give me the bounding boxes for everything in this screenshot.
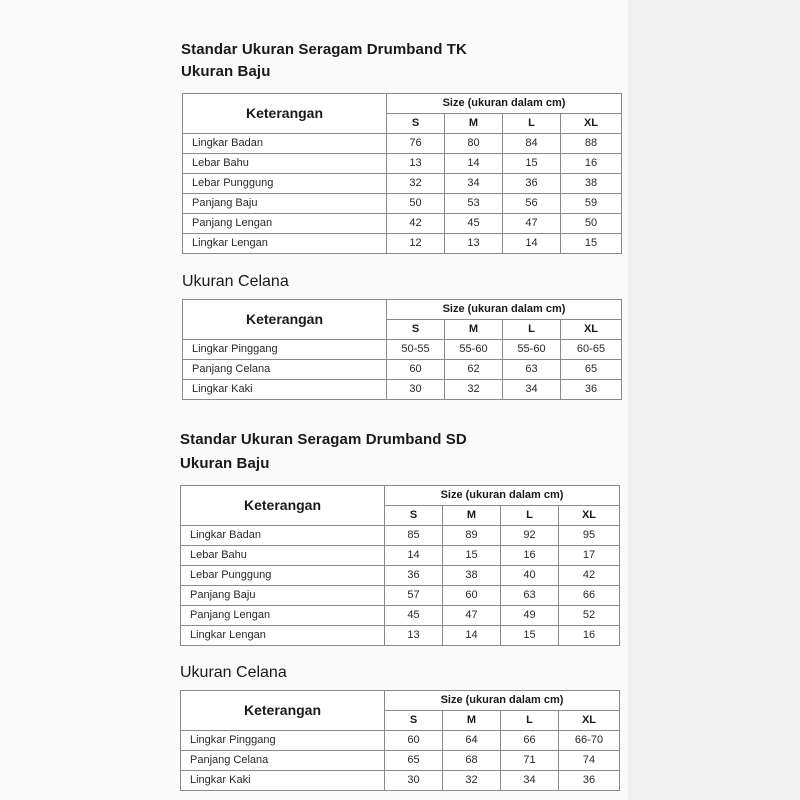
size-value-cell: 68	[443, 751, 501, 771]
size-value-cell: 42	[559, 566, 620, 586]
size-value-cell: 66-70	[559, 731, 620, 751]
size-value-cell: 30	[385, 771, 443, 791]
table-row	[181, 731, 620, 751]
row-label: Panjang Celana	[181, 751, 385, 771]
keterangan-header: Keterangan	[181, 486, 385, 526]
tk-title: Standar Ukuran Seragam Drumband TK	[181, 41, 467, 58]
size-value-cell: 16	[561, 154, 622, 174]
size-value-cell: 38	[443, 566, 501, 586]
size-value-cell: 66	[501, 731, 559, 751]
table-row	[183, 380, 622, 400]
tk-celana-table	[182, 299, 622, 400]
size-header: Size (ukuran dalam cm)	[387, 94, 622, 114]
table-header-row	[183, 300, 622, 320]
table-row	[181, 771, 620, 791]
size-column-header: M	[443, 711, 501, 731]
size-value-cell: 52	[559, 606, 620, 626]
size-value-cell: 14	[503, 234, 561, 254]
table-row	[181, 566, 620, 586]
size-value-cell: 55-60	[445, 340, 503, 360]
row-label: Lebar Punggung	[181, 566, 385, 586]
row-label: Lingkar Lengan	[181, 626, 385, 646]
size-value-cell: 14	[445, 154, 503, 174]
size-column-header: L	[503, 114, 561, 134]
table-row	[183, 214, 622, 234]
table-header-row	[181, 486, 620, 506]
size-column-header: S	[385, 506, 443, 526]
size-value-cell: 65	[385, 751, 443, 771]
size-value-cell: 53	[445, 194, 503, 214]
size-value-cell: 60	[385, 731, 443, 751]
row-label: Lingkar Pinggang	[181, 731, 385, 751]
size-column-header: S	[387, 114, 445, 134]
size-value-cell: 36	[385, 566, 443, 586]
table-row	[181, 546, 620, 566]
size-value-cell: 14	[385, 546, 443, 566]
table-row	[183, 340, 622, 360]
keterangan-header: Keterangan	[183, 94, 387, 134]
size-value-cell: 30	[387, 380, 445, 400]
row-label: Lingkar Lengan	[183, 234, 387, 254]
size-value-cell: 60-65	[561, 340, 622, 360]
table-row	[183, 194, 622, 214]
row-label: Panjang Baju	[181, 586, 385, 606]
size-value-cell: 13	[445, 234, 503, 254]
size-value-cell: 47	[503, 214, 561, 234]
sd-celana-heading: Ukuran Celana	[180, 664, 287, 681]
size-value-cell: 17	[559, 546, 620, 566]
size-value-cell: 80	[445, 134, 503, 154]
sd-celana-table	[180, 690, 620, 791]
size-value-cell: 63	[501, 586, 559, 606]
tk-baju-table	[182, 93, 622, 254]
table-row	[181, 586, 620, 606]
table-row	[181, 751, 620, 771]
table-row	[183, 360, 622, 380]
size-value-cell: 42	[387, 214, 445, 234]
size-column-header: S	[387, 320, 445, 340]
size-value-cell: 36	[561, 380, 622, 400]
size-value-cell: 34	[503, 380, 561, 400]
size-value-cell: 38	[561, 174, 622, 194]
size-value-cell: 36	[503, 174, 561, 194]
size-value-cell: 16	[559, 626, 620, 646]
size-header: Size (ukuran dalam cm)	[387, 300, 622, 320]
size-value-cell: 50-55	[387, 340, 445, 360]
size-value-cell: 13	[387, 154, 445, 174]
table-row	[183, 174, 622, 194]
row-label: Lingkar Badan	[181, 526, 385, 546]
size-value-cell: 49	[501, 606, 559, 626]
size-value-cell: 34	[501, 771, 559, 791]
size-value-cell: 74	[559, 751, 620, 771]
size-value-cell: 32	[443, 771, 501, 791]
size-header: Size (ukuran dalam cm)	[385, 486, 620, 506]
size-value-cell: 13	[385, 626, 443, 646]
table-row	[183, 234, 622, 254]
size-value-cell: 57	[385, 586, 443, 606]
size-value-cell: 40	[501, 566, 559, 586]
row-label: Lebar Bahu	[183, 154, 387, 174]
row-label: Panjang Lengan	[181, 606, 385, 626]
size-column-header: L	[503, 320, 561, 340]
size-value-cell: 15	[443, 546, 501, 566]
row-label: Lebar Bahu	[181, 546, 385, 566]
tk-baju-heading: Ukuran Baju	[181, 63, 271, 80]
size-value-cell: 88	[561, 134, 622, 154]
size-value-cell: 14	[443, 626, 501, 646]
row-label: Lingkar Kaki	[183, 380, 387, 400]
size-column-header: S	[385, 711, 443, 731]
size-value-cell: 92	[501, 526, 559, 546]
keterangan-header: Keterangan	[183, 300, 387, 340]
size-column-header: XL	[561, 114, 622, 134]
size-value-cell: 34	[445, 174, 503, 194]
size-column-header: M	[443, 506, 501, 526]
size-value-cell: 47	[443, 606, 501, 626]
sd-title: Standar Ukuran Seragam Drumband SD	[180, 431, 467, 448]
row-label: Lingkar Badan	[183, 134, 387, 154]
sd-baju-table	[180, 485, 620, 646]
table-row	[181, 606, 620, 626]
size-value-cell: 89	[443, 526, 501, 546]
keterangan-header: Keterangan	[181, 691, 385, 731]
tk-celana-heading: Ukuran Celana	[182, 273, 289, 290]
size-value-cell: 12	[387, 234, 445, 254]
size-value-cell: 60	[387, 360, 445, 380]
row-label: Lebar Punggung	[183, 174, 387, 194]
row-label: Lingkar Kaki	[181, 771, 385, 791]
row-label: Panjang Lengan	[183, 214, 387, 234]
table-header-row	[181, 691, 620, 711]
size-value-cell: 63	[503, 360, 561, 380]
table-row	[181, 526, 620, 546]
size-value-cell: 15	[561, 234, 622, 254]
size-value-cell: 32	[387, 174, 445, 194]
size-value-cell: 65	[561, 360, 622, 380]
size-header: Size (ukuran dalam cm)	[385, 691, 620, 711]
row-label: Panjang Baju	[183, 194, 387, 214]
size-column-header: M	[445, 320, 503, 340]
size-value-cell: 76	[387, 134, 445, 154]
size-value-cell: 32	[445, 380, 503, 400]
table-row	[183, 134, 622, 154]
size-value-cell: 45	[385, 606, 443, 626]
size-value-cell: 66	[559, 586, 620, 606]
size-value-cell: 59	[561, 194, 622, 214]
size-value-cell: 16	[501, 546, 559, 566]
table-row	[183, 154, 622, 174]
size-value-cell: 64	[443, 731, 501, 751]
sd-baju-heading: Ukuran Baju	[180, 455, 270, 472]
size-column-header: L	[501, 711, 559, 731]
row-label: Panjang Celana	[183, 360, 387, 380]
size-value-cell: 15	[501, 626, 559, 646]
size-value-cell: 56	[503, 194, 561, 214]
size-column-header: L	[501, 506, 559, 526]
table-header-row	[183, 94, 622, 114]
size-value-cell: 50	[561, 214, 622, 234]
size-column-header: M	[445, 114, 503, 134]
table-row	[181, 626, 620, 646]
size-column-header: XL	[559, 711, 620, 731]
size-value-cell: 15	[503, 154, 561, 174]
size-value-cell: 45	[445, 214, 503, 234]
size-value-cell: 95	[559, 526, 620, 546]
size-value-cell: 55-60	[503, 340, 561, 360]
size-value-cell: 84	[503, 134, 561, 154]
size-value-cell: 36	[559, 771, 620, 791]
size-value-cell: 62	[445, 360, 503, 380]
size-value-cell: 50	[387, 194, 445, 214]
size-value-cell: 71	[501, 751, 559, 771]
row-label: Lingkar Pinggang	[183, 340, 387, 360]
size-value-cell: 60	[443, 586, 501, 606]
size-value-cell: 85	[385, 526, 443, 546]
size-column-header: XL	[559, 506, 620, 526]
size-column-header: XL	[561, 320, 622, 340]
background-margin	[628, 0, 800, 800]
